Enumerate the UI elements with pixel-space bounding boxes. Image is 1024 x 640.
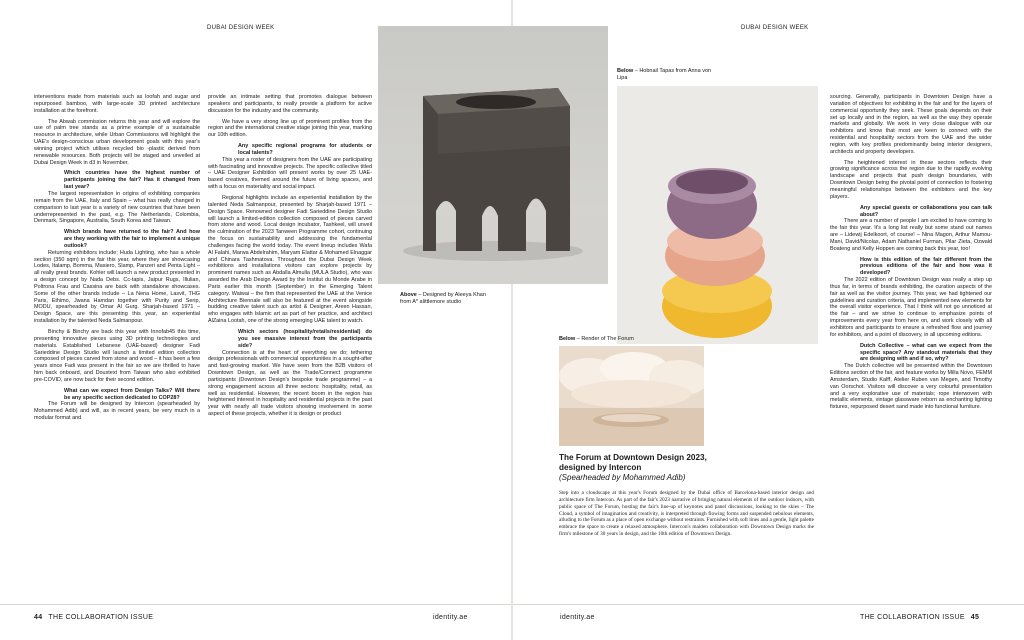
- paragraph: Connection is at the heart of everything we do; tethering design professionals with commercial opportunities in a sought-after and fast-growing market. We have seen from the B2B visitors of Downtown Design, as well as the Trade/Connect programme participants (Downtown Design's bespoke trade programme) – a strong engagement across all three sectors: hospitality, retail, as well as residential. However, the recent boom in the region has heightened interest in hospitality and residential projects in the past year with nearly all trade visitors showing involvement in some aspect of these projects, whether it is design or product: [208, 349, 372, 418]
- caption-label: Below: [559, 336, 576, 342]
- question: Any special guests or collaborations you can talk about?: [860, 204, 992, 218]
- question: Dutch Collective – what can we expect from the specific space? Any standout materials that they are designing with and if so, why?: [860, 342, 992, 363]
- caption-below-2: [559, 336, 709, 343]
- paragraph: There are a number of people I am excited to have coming to the fair this year. It's a long list really but some stand out names are – Lidewij Edelkoort, of course! – Nina Magon, Arthur Mamou-Mani, David/Nicolas, Adam Nathaniel Furman, Pilar Zieta, Ozwald Boateng and Kelly Hoppen are coming back this year, too!: [830, 218, 992, 252]
- issue-title: THE COLLABORATION ISSUE: [860, 614, 965, 621]
- caption-text: – Hobnail Tapas from Anna von Lipa: [617, 68, 712, 81]
- paragraph: Returning exhibitors include; Huda Lighting, who has a whole section (350 sqm) in the fair this year, where they are showcasing Lodes, Italamp, Bomma, Masiero, Slamp, Panzeri and Penta Light – all really great brands. Kohler will launch a new product presented in a design concept by Nada Debs. Cc-tapis, Jaipur Rugs, Illulian, Poltrona Frau and Cassina are back with standalone showcases. Some of the other brands include – La Nena Home, Lasvit, THG Paris, Ethimo, Jwana Hamdan together with Purity and Serip, MODU, spearheaded by Omar Al Gurg. Sharjah-based 1971 – Design Space, are this presenting this year, an experiential installation by the talented Neda Salmanpour.: [34, 249, 200, 325]
- question: What can we expect from Design Talks? Will there be any specific section dedicated to COP28?: [64, 387, 200, 401]
- question: Which countries have the highest number of participants joining the fair? Has it changed from last year?: [64, 170, 200, 191]
- question: Any specific regional programs for students or local talents?: [238, 143, 372, 156]
- left-footer-site: identity.ae: [433, 614, 468, 621]
- left-column-1: [34, 94, 200, 426]
- page-number: 44: [34, 614, 43, 621]
- left-footer-rule: [0, 604, 511, 605]
- question: Which brands have returned to the fair? And how are they working with the fair to implement a unique outlook?: [64, 229, 200, 249]
- paragraph: sourcing. Generally, participants in Downtown Design have a variation of objectives for exhibiting in the fair and for the layers of commercial opportunity they seek. These goals depends on their set up locally and in the region, as well as the way they operate markets and globally. We work in very close dialogue with our exhibitors and know that most are keen to connect with the residential and hospitality sectors from the UAE and the wider region, with key profiles predominantly being interior designers, architects and property developers.: [830, 94, 992, 155]
- question: How is this edition of the fair different from the previous editions of the fair and how was it developed?: [860, 256, 992, 277]
- issue-title: THE COLLABORATION ISSUE: [48, 614, 154, 621]
- paragraph: The largest representation in origins of exhibiting companies remain from the UAE, Italy and Spain – what has really changed in comparison to last year is a variety of new countries that have been underrepresented in the past, e.g. The Netherlands, Colombia, Denmark, Singapore, Australia, South Korea and Taiwan.: [34, 190, 200, 225]
- forum-render-photo: [559, 346, 704, 446]
- paragraph: Regional highlights include an experiential installation by the talented Neda Salmanpour, presented by Sharjah-based 1971 – Design Space. Renowned designer Fadi Sarieddine Design Studio will launch a limited-edition collection composed of pieces carved from stone and wood. Local design incubator, Tashkeel, will unveil the culmination of the 2023 Tanween Programme cohort, continuing the focus on sustainability and addressing the fundamental challenges facing the world today. The event lineup includes Wafa Al Falahi, Marwa Abdelrahim, Maryam Elattar & Mohamed Elnaggar and Chinara Tashmatova. Throughout the Dubai Design Week exhibitions and installations visitors can explore projects by prominent names such as Abdalla Almulla (MULA Studio), who was awarded the Arab Design Award by the Institut du Monde Arabe in Paris earlier this month (September) in the Emerging Talent category. Waiwai – the firm that represented the UAE at the Venice Architecture Biennale will also be featured at the event alongside budding creative talent such as artist & Designer, Areen Hassan, who engages with Islamic art as part of her practice, and architect AlZaina Lootah, one of the strong emerging UAE talent to watch.: [208, 194, 372, 325]
- forum-body: Step into a cloudscape at this year's Forum designed by the Dubai office of Barcelona-based interior design and architecture firm Intercon. As part of the fair's 2023 narrative of bringing natural elements of the outdoor indoors, with public space of The Forum, hosting the fair's line-up of keynotes and panel discussions, looking to the skies – The Cloud, a symbol of imagination and creativity, is interpreted through flowing forms and suspended nebulous elements, alluding to the Forum as a place of open exchange without restraints. Furnished with soft lines and a gentle, light palette embrace the space to create a relaxed atmosphere. Intercon's maiden collaboration with Downtown Design marks the firm's milestone of 30 years in design, and the 10th edition of Downtown Design.: [559, 490, 814, 538]
- paragraph: We have a very strong line up of prominent profiles from the region and the international creative stage joining this year, marking our 10th edition.: [208, 118, 372, 139]
- glass-bowls-photo: [617, 86, 818, 344]
- caption-text: – Render of The Forum: [575, 336, 634, 342]
- paragraph: interventions made from materials such as loofah and sugar and repurposed bamboo, with large-scale 3D printed architecture installation at the forefront.: [34, 94, 200, 114]
- caption-below-1: [617, 68, 717, 82]
- paragraph: The 2022 edition of Downtown Design was really a step up thus far, in terms of brands exhibiting, the curation aspects of the fair as well as the visitor journey. This year, we had tightened our guidelines and curation criteria, and implemented new elements for the overall visitor experience. That I think will not go unnoticed at the fair – and we strive to continue to emphasize points of improvements every year from here on, and work closely with all exhibitors and participants to ensure a refreshed flow and journey for exhibitors, and a point of discovery, in all upcoming editions.: [830, 277, 992, 338]
- forum-subtitle: (Spearheaded by Mohammed Adib): [559, 473, 686, 482]
- stool-photo: [378, 26, 608, 284]
- caption-above: [400, 292, 490, 306]
- page-number: 45: [970, 614, 980, 621]
- left-column-2: [208, 94, 372, 422]
- right-footer-rule: [513, 604, 1024, 605]
- right-footer: [860, 614, 979, 621]
- caption-label: Below: [617, 68, 634, 74]
- right-header: DUBAI DESIGN WEEK: [741, 25, 809, 31]
- paragraph: This year a roster of designers from the UAE are participating with fascinating and innovative projects. The specific collective titled – UAE Designer Exhibition will present works by over 25 UAE-based creatives, themed around the future of living spaces, and with a focus on materiality and social impact.: [208, 156, 372, 191]
- paragraph: Binchy & Binchy are back this year with Innofab45 this time, presenting innovative pieces using 3D printing technologies and materials. Established Lebanese (UAE-based) designer Fadi Sarieddine Design Studio will launch a limited edition collection composed of pieces carved from stone and wood – it has been a few years since Fadi was present in the fair so we are thrilled to have him back onboard, and Douxtext from Taiwan who also exhibited pre-COVID, are now back for their second edition.: [34, 329, 200, 383]
- question: Which sectors (hospitality/retails/residential) do you see massive interest from the participants side?: [238, 329, 372, 349]
- forum-title: The Forum at Downtown Design 2023, designed by Intercon: [559, 453, 707, 472]
- paragraph: The heightened interest in these sectors reflects their growing significance across the region due to the rapidly evolving landscape and projects that push design boundaries, with Downtown Design being the pivotal point of connection to fostering meaningful relationships between the exhibitors and the key players.: [830, 159, 992, 200]
- caption-label: Above: [400, 292, 417, 298]
- left-header: DUBAI DESIGN WEEK: [207, 25, 275, 31]
- paragraph: The Abwab commission returns this year and will explore the use of palm tree stands as a prime example of a sustainable resource in architecture, while Urban Commissions will highlight the UAE's design-conscious urban development goals with this year's winning project which utilises recycled bio -plastic derived from renewable resources. Both projects will be staged and unveiled at Dubai Design Week in d3 in November.: [34, 118, 200, 166]
- paragraph: provide an intimate setting that promotes dialogue between speakers and participants, to really provide a platform for active discussion for the industry and the community.: [208, 94, 372, 114]
- paragraph: The Forum will be designed by Intercon (spearheaded by Mohammed Adib) and will, as in recent years, be very much in a modular format and: [34, 401, 200, 422]
- right-footer-site: identity.ae: [560, 614, 595, 621]
- right-column: [830, 94, 992, 415]
- left-footer: [34, 614, 153, 621]
- paragraph: The Dutch collective will be presented within the Downtown Editions section of the fair, and feature works by Milla Novo, FEMM Amsterdam, Studio Kalff, Atelier Ruben van Megen, and Timothy van Oorschot. Visitors will discover a very colourful presentation and a very explorative use of materials; rope interwoven with metallic elements, vintage glassware reborn as enchanting lighting fixtures, repurposed desert sand made into functional furniture.: [830, 363, 992, 411]
- caption-text: – Designed by Aleeya Khan from A* alittlemore studio: [400, 292, 486, 305]
